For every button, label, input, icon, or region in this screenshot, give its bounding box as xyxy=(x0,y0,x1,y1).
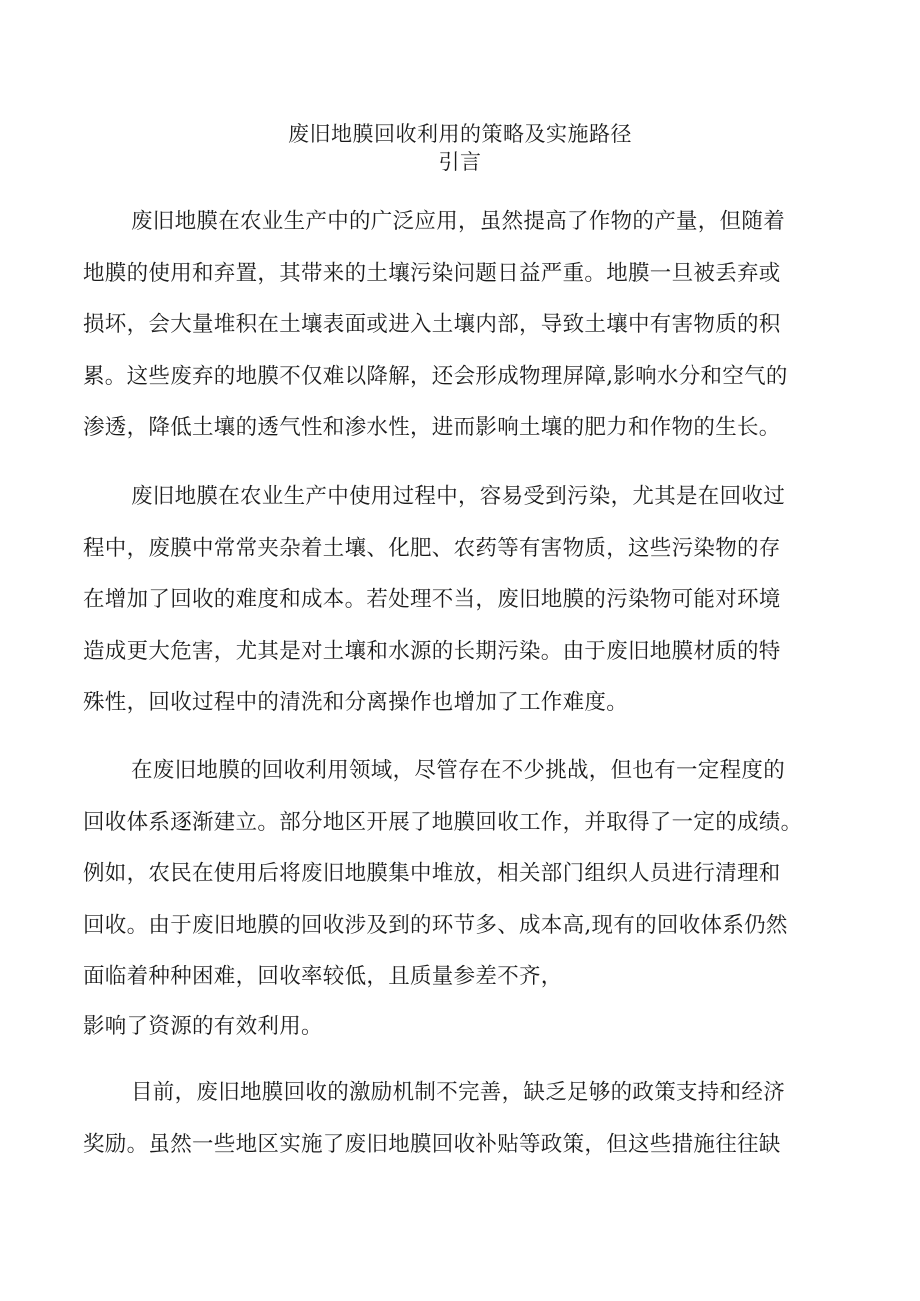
paragraph-line: 目前，废旧地膜回收的激励机制不完善，缺乏足够的政策支持和经济 xyxy=(131,1080,786,1105)
section-heading-introduction: 引言 xyxy=(438,150,482,174)
paragraph-line: 废旧地膜在农业生产中使用过程中，容易受到污染，尤其是在回收过 xyxy=(131,484,786,509)
paragraph-line: 回收体系逐渐建立。部分地区开展了地膜回收工作，并取得了一定的成绩。 xyxy=(83,809,803,835)
paragraph-4 xyxy=(83,1067,843,1170)
paragraph-line: 面临着种种困难，回收率较低，且质量参差不齐， xyxy=(83,964,563,989)
paragraph-3-tail-line: 影响了资源的有效利用。 xyxy=(83,1014,323,1039)
document-title: 废旧地膜回收利用的策略及实施路径 xyxy=(288,122,632,146)
paragraph-line: 程中，废膜中常常夹杂着土壤、化肥、农药等有害物质，这些污染物的存 xyxy=(83,535,781,561)
paragraph-3 xyxy=(83,745,843,1003)
paragraph-1 xyxy=(83,196,843,454)
paragraph-2 xyxy=(83,471,843,729)
paragraph-line: 殊性，回收过程中的清洗和分离操作也增加了工作难度。 xyxy=(83,690,629,715)
paragraph-line: 损坏，会大量堆积在土壤表面或进入土壤内部，导致土壤中有害物质的积 xyxy=(83,312,781,337)
paragraph-line: 累。这些废弃的地膜不仅难以降解，还会形成物理屏障,影响水分和空气的 xyxy=(83,363,788,389)
paragraph-line: 地膜的使用和弃置，其带来的土壤污染问题日益严重。地膜一旦被丢弃或 xyxy=(83,260,781,286)
paragraph-line: 回收。由于废旧地膜的回收涉及到的环节多、成本高,现有的回收体系仍然 xyxy=(83,912,788,938)
paragraph-line: 造成更大危害，尤其是对土壤和水源的长期污染。由于废旧地膜材质的特 xyxy=(83,638,781,664)
paragraph-line: 在增加了回收的难度和成本。若处理不当，废旧地膜的污染物可能对环境 xyxy=(83,587,781,612)
paragraph-line: 奖励。虽然一些地区实施了废旧地膜回收补贴等政策，但这些措施往往缺 xyxy=(83,1131,781,1157)
paragraph-line: 渗透，降低土壤的透气性和渗水性，进而影响土壤的肥力和作物的生长。 xyxy=(83,415,781,440)
paragraph-line: 废旧地膜在农业生产中的广泛应用，虽然提高了作物的产量，但随着 xyxy=(131,209,786,234)
paragraph-line: 在废旧地膜的回收利用领域，尽管存在不少挑战，但也有一定程度的 xyxy=(131,758,786,783)
paragraph-line: 例如，农民在使用后将废旧地膜集中堆放，相关部门组织人员进行清理和 xyxy=(83,861,781,886)
